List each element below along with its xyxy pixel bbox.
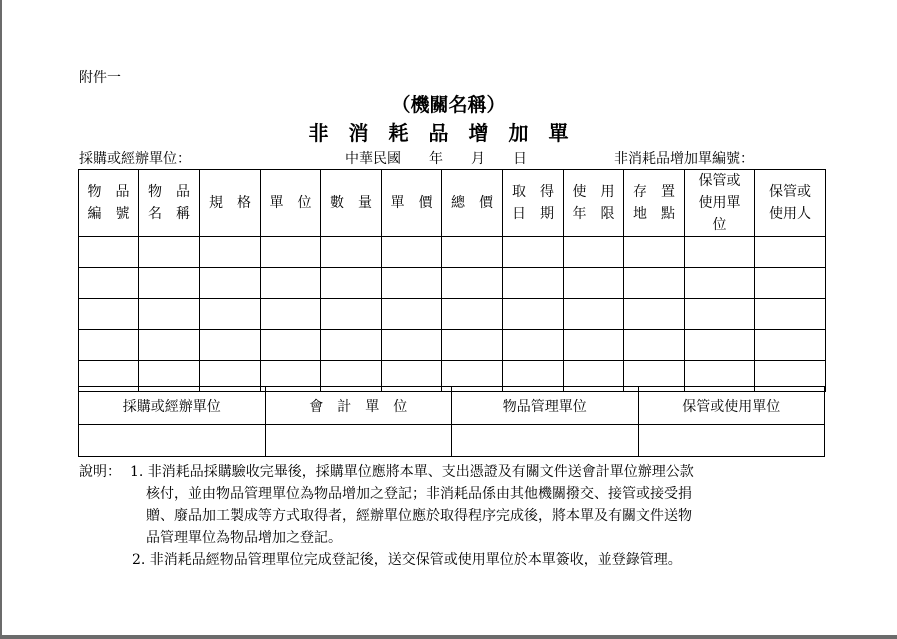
column-header-line: 名 稱 (148, 206, 190, 222)
column-header (200, 170, 261, 237)
column-header-line: 位 (712, 217, 727, 233)
column-header-line: 使 用 (572, 184, 615, 200)
column-header-line: 使用單 (698, 195, 741, 211)
table-cell[interactable] (503, 237, 564, 268)
note-item-1 (130, 461, 830, 549)
signature-cell (79, 425, 266, 457)
table-cell[interactable] (79, 268, 139, 299)
table-cell[interactable] (261, 330, 321, 361)
table-cell[interactable] (442, 237, 503, 268)
table-cell[interactable] (261, 268, 321, 299)
table-cell[interactable] (321, 299, 382, 330)
signature-purchase-unit: 採購或經辦單位 (79, 387, 266, 425)
table-cell[interactable] (442, 299, 503, 330)
form-title: 非消耗品增加單 (308, 121, 589, 145)
window-border-bottom (0, 635, 897, 639)
table-cell[interactable] (139, 268, 200, 299)
column-header (755, 170, 826, 237)
table-cell[interactable] (261, 299, 321, 330)
column-header (564, 170, 624, 237)
table-cell[interactable] (685, 330, 755, 361)
table-cell[interactable] (200, 330, 261, 361)
signature-cell (265, 425, 452, 457)
column-header-line: 保管或 (698, 173, 741, 189)
table-cell[interactable] (321, 330, 382, 361)
table-cell[interactable] (200, 237, 261, 268)
note-item-1-line: 品管理單位為物品增加之登記。 (146, 530, 342, 546)
table-cell[interactable] (79, 237, 139, 268)
items-table (78, 169, 826, 392)
table-cell[interactable] (79, 330, 139, 361)
table-cell[interactable] (755, 299, 826, 330)
column-header-line: 規 格 (209, 195, 251, 211)
form-number-label: 非消耗品增加單編號： (614, 151, 754, 167)
table-cell[interactable] (624, 237, 685, 268)
column-header-line: 物 品 (148, 184, 190, 200)
notes-label: 說明： (79, 464, 121, 480)
column-header (382, 170, 442, 237)
column-header (685, 170, 755, 237)
column-header (79, 170, 139, 237)
column-header-line: 單 價 (390, 195, 433, 211)
table-cell[interactable] (79, 299, 139, 330)
table-cell[interactable] (321, 268, 382, 299)
note-item-2: 2. 非消耗品經物品管理單位完成登記後，送交保管或使用單位於本單簽收，並登錄管理。 (132, 552, 682, 568)
column-header (503, 170, 564, 237)
table-cell[interactable] (564, 330, 624, 361)
note-item-1-line: 贈、廢品加工製成等方式取得者，經辦單位應於取得程序完成後，將本單及有關文件送物 (146, 508, 692, 524)
column-header-line: 物 品 (87, 184, 130, 200)
table-cell[interactable] (564, 299, 624, 330)
column-header (624, 170, 685, 237)
table-header-row (79, 170, 826, 237)
table-row (79, 330, 826, 361)
table-cell[interactable] (442, 268, 503, 299)
column-header-line: 地 點 (633, 206, 675, 222)
table-cell[interactable] (685, 299, 755, 330)
column-header-line: 使用人 (769, 206, 811, 222)
table-cell[interactable] (685, 268, 755, 299)
signature-header-row (79, 387, 825, 425)
table-cell[interactable] (624, 268, 685, 299)
table-cell[interactable] (503, 268, 564, 299)
column-header-line: 編 號 (87, 206, 130, 222)
table-cell[interactable] (382, 268, 442, 299)
column-header (139, 170, 200, 237)
signature-property-unit: 物品管理單位 (452, 387, 639, 425)
column-header-line: 總 價 (451, 195, 493, 211)
note-item-1-line: 1. 非消耗品採購驗收完畢後，採購單位應將本單、支出憑證及有關文件送會計單位辦理公款 (130, 464, 694, 480)
column-header-line: 保管或 (769, 184, 811, 200)
table-row (79, 237, 826, 268)
table-cell[interactable] (321, 237, 382, 268)
signature-accounting-unit: 會 計 單 位 (265, 387, 452, 425)
table-row (79, 299, 826, 330)
table-cell[interactable] (624, 299, 685, 330)
table-cell[interactable] (382, 237, 442, 268)
column-header-line: 年 限 (572, 206, 615, 222)
column-header (321, 170, 382, 237)
note-item-1-line: 核付，並由物品管理單位為物品增加之登記；非消耗品係由其他機關撥交、接管或接受捐 (146, 486, 692, 502)
table-cell[interactable] (261, 237, 321, 268)
table-cell[interactable] (503, 330, 564, 361)
signature-custodian-unit: 保管或使用單位 (638, 387, 825, 425)
table-cell[interactable] (564, 237, 624, 268)
column-header-line: 取 得 (512, 184, 554, 200)
column-header (442, 170, 503, 237)
table-cell[interactable] (503, 299, 564, 330)
column-header-line: 存 置 (633, 184, 675, 200)
annex-label: 附件一 (79, 70, 121, 86)
table-cell[interactable] (685, 237, 755, 268)
table-cell[interactable] (442, 330, 503, 361)
column-header (261, 170, 321, 237)
table-cell[interactable] (755, 237, 826, 268)
table-cell[interactable] (200, 268, 261, 299)
table-cell[interactable] (564, 268, 624, 299)
table-cell[interactable] (755, 268, 826, 299)
table-cell[interactable] (139, 330, 200, 361)
table-row (79, 268, 826, 299)
column-header-line: 日 期 (512, 206, 554, 222)
signature-cell (638, 425, 825, 457)
table-cell[interactable] (382, 299, 442, 330)
purchase-unit-label: 採購或經辦單位： (79, 151, 191, 167)
table-cell[interactable] (139, 237, 200, 268)
table-cell[interactable] (755, 330, 826, 361)
table-cell[interactable] (139, 299, 200, 330)
signature-cell (452, 425, 639, 457)
column-header-line: 數 量 (330, 195, 372, 211)
signature-row (79, 425, 825, 457)
date-label: 中華民國 年 月 日 (345, 151, 527, 167)
table-cell[interactable] (624, 330, 685, 361)
table-cell[interactable] (382, 330, 442, 361)
table-cell[interactable] (200, 299, 261, 330)
signature-table (78, 386, 825, 457)
agency-title: （機關名稱） (391, 94, 506, 116)
column-header-line: 單 位 (269, 195, 312, 211)
